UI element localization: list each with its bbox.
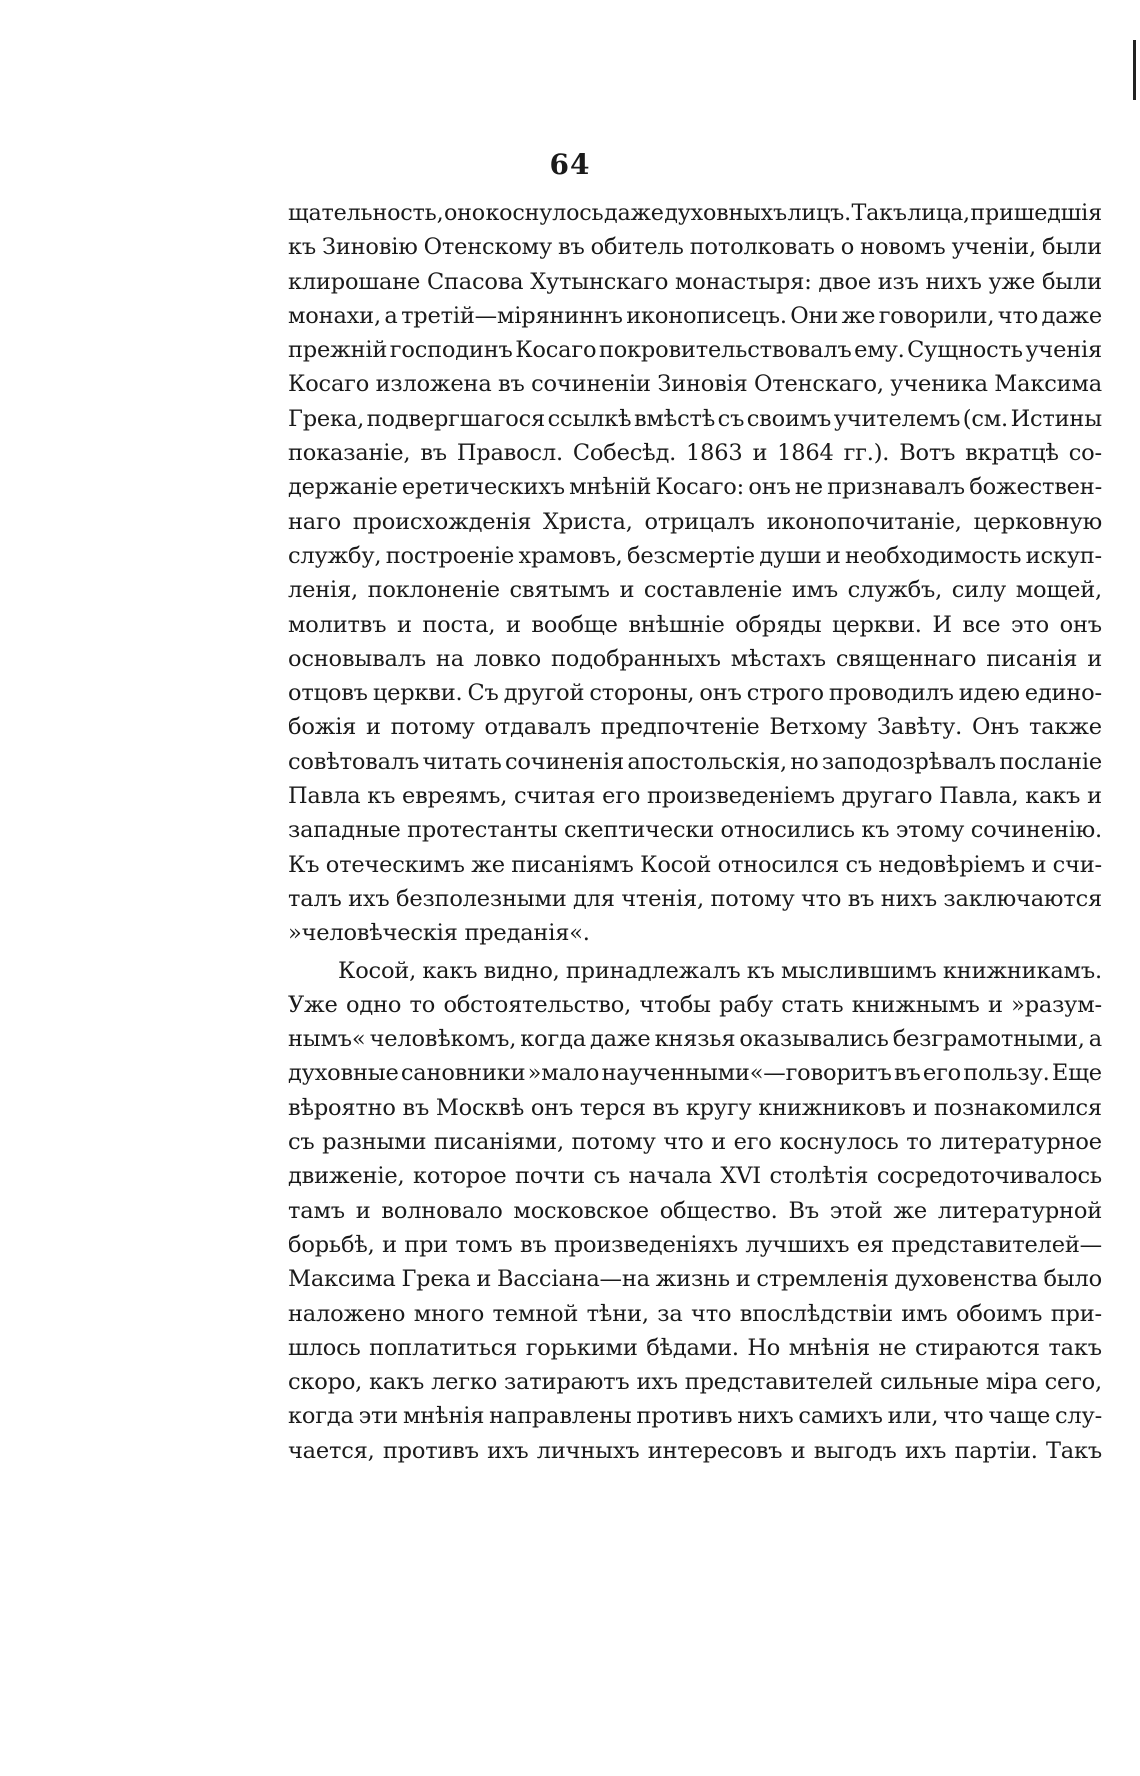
text-line: скоро, какъ легко затираютъ ихъ представителей сильные міра сего, — [288, 1369, 1102, 1396]
text-line: шлось поплатиться горькими бѣдами. Но мнѣнія не стираются такъ — [288, 1334, 1102, 1361]
text-line: вѣроятно въ Москвѣ онъ терся въ кругу книжниковъ и познакомился — [288, 1094, 1102, 1121]
paragraph — [288, 196, 1102, 951]
text-line: чается, противъ ихъ личныхъ интересовъ и выгодъ ихъ партіи. Такъ — [288, 1437, 1102, 1464]
text-line: духовные сановники »мало наученными«—говоритъ въ его пользу. Еще — [288, 1060, 1102, 1087]
text-line: Максима Грека и Вассіана—на жизнь и стремленія духовенства было — [288, 1266, 1102, 1293]
text-line: »человѣческія преданія«. — [288, 920, 590, 947]
paragraph — [288, 954, 1102, 1468]
text-line: Павла къ евреямъ, считая его произведеніемъ другаго Павла, какъ и — [288, 783, 1102, 810]
text-line: клирошане Спасова Хутынскаго монастыря: двое изъ нихъ уже были — [288, 268, 1102, 295]
text-line: основывалъ на ловко подобранныхъ мѣстахъ священнаго писанія и — [288, 645, 1102, 672]
text-line: прежній господинъ Косаго покровительствовалъ ему. Сущность ученія — [288, 337, 1102, 364]
text-line: монахи, а третій—міряниннъ иконописецъ. Они же говорили, что даже — [288, 302, 1102, 329]
text-line: наложено много темной тѣни, за что впослѣдствіи имъ обоимъ при- — [288, 1300, 1102, 1327]
page-edge-mark — [1133, 40, 1136, 100]
text-line: талъ ихъ безполезными для чтенія, потому что въ нихъ заключаются — [288, 885, 1102, 912]
text-line: божія и потому отдавалъ предпочтеніе Ветхому Завѣту. Онъ также — [288, 714, 1102, 741]
text-line: щательность, оно коснулось даже духовныхъ лицъ. Такъ лица, пришедшія — [288, 200, 1102, 226]
text-line: молитвъ и поста, и вообще внѣшніе обряды церкви. И все это онъ — [288, 611, 1102, 638]
text-line: наго происхожденія Христа, отрицалъ иконопочитаніе, церковную — [288, 508, 1102, 535]
text-line: борьбѣ, и при томъ въ произведеніяхъ лучшихъ ея представителей— — [288, 1231, 1102, 1258]
text-line: съ разными писаніями, потому что и его коснулось то литературное — [288, 1129, 1102, 1156]
text-line: Грека, подвергшагося ссылкѣ вмѣстѣ съ своимъ учителемъ (см. Истины — [288, 405, 1102, 432]
text-line: Уже одно то обстоятельство, чтобы рабу стать книжнымъ и »разум- — [288, 991, 1102, 1018]
text-line: тамъ и волновало московское общество. Въ этой же литературной — [288, 1197, 1102, 1224]
text-line: ленія, поклоненіе святымъ и составленіе имъ службъ, силу мощей, — [288, 577, 1102, 604]
page-number: 64 — [549, 148, 591, 181]
text-line: службу, построеніе храмовъ, безсмертіе души и необходимость искуп- — [288, 542, 1102, 569]
text-line: западные протестанты скептически относились къ этому сочиненію. — [288, 817, 1102, 844]
text-line: показаніе, въ Правосл. Собесѣд. 1863 и 1864 гг.). Вотъ вкратцѣ со- — [288, 440, 1102, 467]
text-line: къ Зиновію Отенскому въ обитель потолковать о новомъ ученіи, были — [288, 234, 1102, 261]
text-line: Косой, какъ видно, принадлежалъ къ мыслившимъ книжникамъ. — [338, 957, 1102, 984]
text-line: Къ отеческимъ же писаніямъ Косой относился съ недовѣріемъ и счи- — [288, 851, 1102, 878]
text-line: совѣтовалъ читать сочиненія апостольскія, но заподозрѣвалъ посланіе — [288, 748, 1102, 775]
text-line: нымъ« человѣкомъ, когда даже князья оказывались безграмотными, а — [288, 1026, 1102, 1053]
text-body — [288, 196, 1102, 1468]
text-line: движеніе, которое почти съ начала XVI столѣтія сосредоточивалось — [288, 1163, 1102, 1190]
text-line: Косаго изложена въ сочиненіи Зиновія Отенскаго, ученика Максима — [288, 371, 1102, 398]
text-line: отцовъ церкви. Съ другой стороны, онъ строго проводилъ идею едино- — [288, 680, 1102, 707]
text-line: когда эти мнѣнія направлены противъ нихъ самихъ или, что чаще слу- — [288, 1403, 1102, 1430]
text-line: держаніе еретическихъ мнѣній Косаго: онъ не признавалъ божествен- — [288, 474, 1102, 501]
